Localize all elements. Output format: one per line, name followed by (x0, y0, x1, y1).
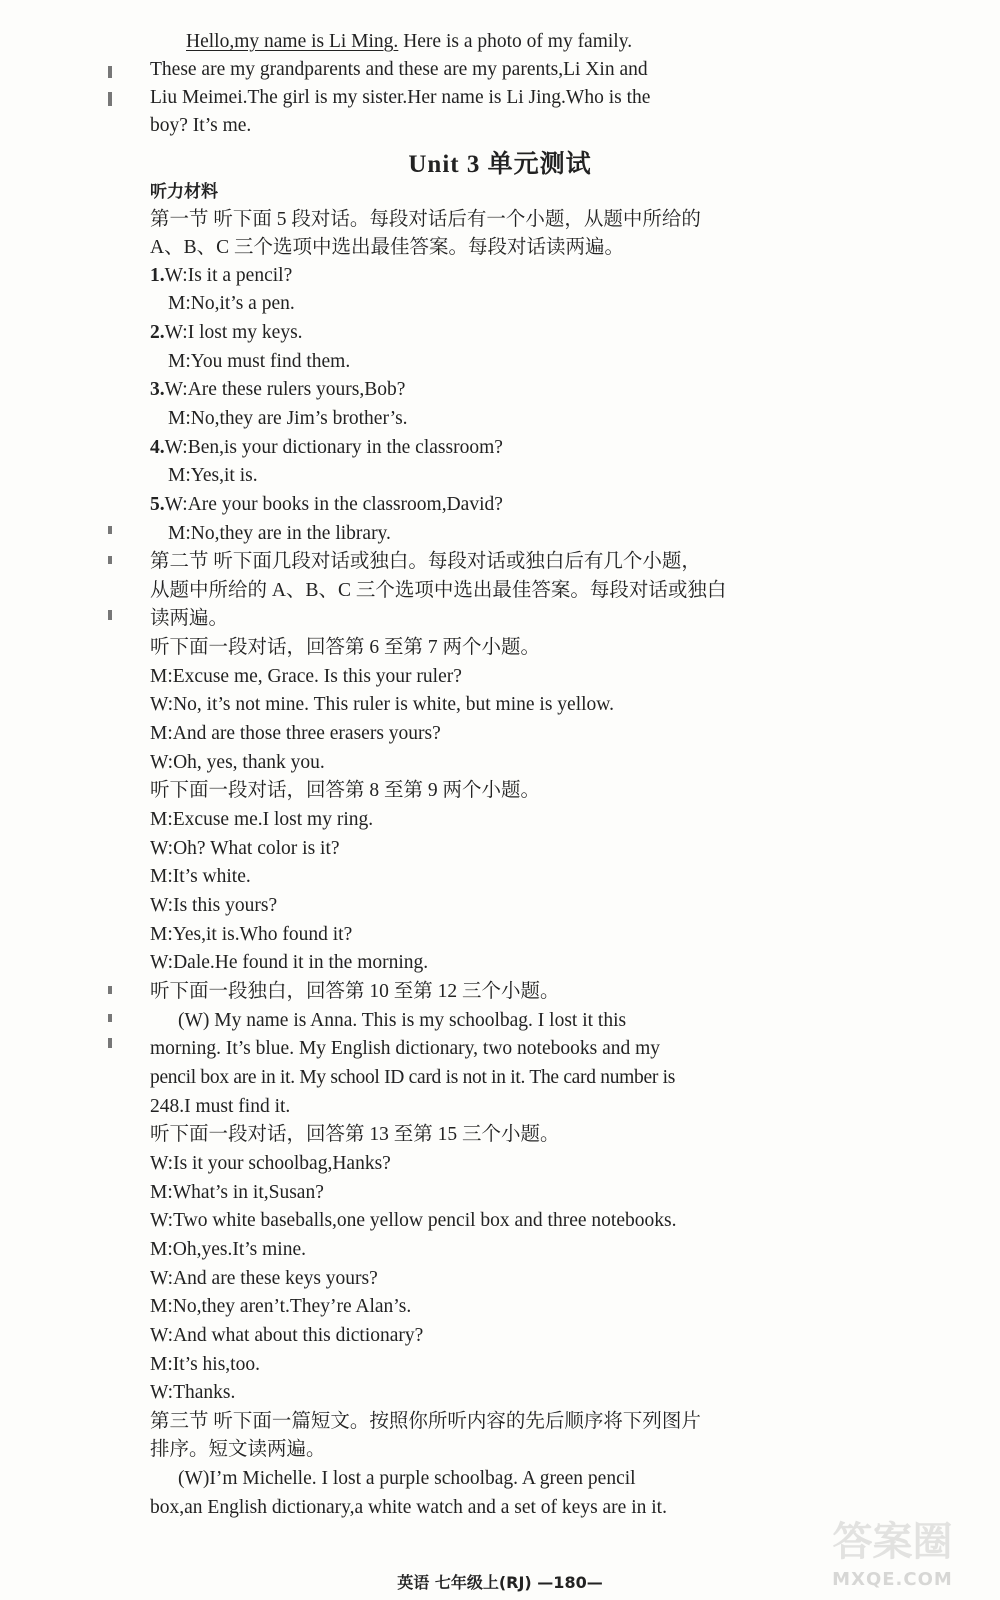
dialogue-1-line-4: W:Oh, yes, thank you. (150, 752, 325, 773)
dialogue-2-intro: 听下面一段对话，回答第 8 至第 9 两个小题。 (150, 780, 541, 801)
margin-mark (108, 986, 112, 994)
intro-line-3: Liu Meimei.The girl is my sister.Her name is Li Jing.Who is the (150, 87, 651, 108)
s3-instruction-1: 第三节 听下面一篇短文。按照你所听内容的先后顺序将下列图片 (150, 1411, 701, 1432)
q1-w-text: W:Is it a pencil? (164, 265, 293, 286)
margin-mark (108, 1014, 112, 1022)
intro-underlined: Hello,my name is Li Ming. (186, 31, 399, 52)
dialogue-3-line-2: M:What’s in it,Susan? (150, 1182, 324, 1203)
q1-w (150, 262, 790, 290)
margin-mark (108, 66, 112, 78)
margin-mark (108, 556, 112, 564)
intro-line-4: boy? It’s me. (150, 115, 252, 136)
q5-w (150, 491, 790, 519)
q5-m: M:No,they are in the library. (168, 523, 391, 544)
dialogue-3-line-6: M:No,they aren’t.They’re Alan’s. (150, 1296, 412, 1317)
q4-w-text: W:Ben,is your dictionary in the classroom? (164, 437, 503, 458)
dialogue-3-line-1: W:Is it your schoolbag,Hanks? (150, 1153, 391, 1174)
dialogue-2-line-6: W:Dale.He found it in the morning. (150, 952, 429, 973)
margin-mark (108, 92, 112, 106)
s1-instruction-2: A、B、C 三个选项中选出最佳答案。每段对话读两遍。 (150, 237, 624, 258)
margin-mark (108, 1038, 112, 1048)
watermark-logo: 答案圈 (832, 1519, 953, 1565)
monologue-line-3: pencil box are in it. My school ID card is not in it. The card number is (150, 1067, 676, 1088)
q4-w (150, 434, 790, 462)
s2-instruction-1: 第二节 听下面几段对话或独白。每段对话或独白后有几个小题， (150, 551, 701, 572)
dialogue-3-line-3: W:Two white baseballs,one yellow pencil box and three notebooks. (150, 1210, 677, 1231)
dialogue-3-intro: 听下面一段对话，回答第 13 至第 15 三个小题。 (150, 1124, 560, 1145)
dialogue-1-line-3: M:And are those three erasers yours? (150, 723, 441, 744)
intro-line-2: These are my grandparents and these are my parents,Li Xin and (150, 59, 648, 80)
s3-instruction-2: 排序。短文读两遍。 (150, 1439, 326, 1460)
s3-text-line-2: box,an English dictionary,a white watch and a set of keys are in it. (150, 1497, 667, 1518)
q1-number: 1. (150, 265, 165, 286)
q4-m: M:Yes,it is. (168, 465, 258, 486)
margin-mark (108, 610, 112, 620)
dialogue-3-line-5: W:And are these keys yours? (150, 1268, 378, 1289)
s2-instruction-2: 从题中所给的 A、B、C 三个选项中选出最佳答案。每段对话或独白 (150, 580, 727, 601)
page-footer: 英语 七年级上(RJ) —180— (397, 1573, 603, 1592)
dialogue-2-line-1: M:Excuse me.I lost my ring. (150, 809, 374, 830)
q4-number: 4. (150, 437, 165, 458)
s2-instruction-3: 读两遍。 (150, 608, 229, 629)
watermark (805, 1510, 980, 1590)
intro-line-1 (186, 28, 826, 56)
q3-w (150, 376, 790, 404)
monologue-line-4: 248.I must find it. (150, 1096, 291, 1117)
q3-number: 3. (150, 379, 165, 400)
dialogue-3-line-9: W:Thanks. (150, 1382, 236, 1403)
unit-title: Unit 3 单元测试 (408, 151, 592, 178)
dialogue-2-line-5: M:Yes,it is.Who found it? (150, 924, 353, 945)
dialogue-3-line-8: M:It’s his,too. (150, 1354, 260, 1375)
dialogue-1-line-1: M:Excuse me, Grace. Is this your ruler? (150, 666, 462, 687)
monologue-intro: 听下面一段独白，回答第 10 至第 12 三个小题。 (150, 981, 560, 1002)
dialogue-3-line-7: W:And what about this dictionary? (150, 1325, 424, 1346)
dialogue-2-line-2: W:Oh? What color is it? (150, 838, 340, 859)
monologue-line-1: (W) My name is Anna. This is my schoolbag. I lost it this (178, 1010, 627, 1031)
dialogue-2-line-3: M:It’s white. (150, 866, 251, 887)
q2-number: 2. (150, 322, 165, 343)
q5-w-text: W:Are your books in the classroom,David? (164, 494, 503, 515)
intro-rest: Here is a photo of my family. (403, 31, 633, 52)
s1-instruction-1: 第一节 听下面 5 段对话。每段对话后有一个小题，从题中所给的 (150, 209, 701, 230)
dialogue-1-intro: 听下面一段对话，回答第 6 至第 7 两个小题。 (150, 637, 541, 658)
s3-text-line-1: (W)I’m Michelle. I lost a purple schoolbag. A green pencil (178, 1468, 636, 1489)
q2-m: M:You must find them. (168, 351, 351, 372)
dialogue-1-line-2: W:No, it’s not mine. This ruler is white, but mine is yellow. (150, 694, 614, 715)
monologue-line-2: morning. It’s blue. My English dictionary, two notebooks and my (150, 1038, 661, 1059)
q3-m: M:No,they are Jim’s brother’s. (168, 408, 408, 429)
q1-m: M:No,it’s a pen. (168, 293, 295, 314)
section-heading: 听力材料 (150, 182, 218, 202)
margin-mark (108, 526, 112, 534)
q5-number: 5. (150, 494, 165, 515)
q2-w-text: W:I lost my keys. (164, 322, 303, 343)
watermark-text: MXQE.COM (832, 1569, 953, 1590)
dialogue-3-line-4: M:Oh,yes.It’s mine. (150, 1239, 306, 1260)
q2-w (150, 319, 790, 347)
dialogue-2-line-4: W:Is this yours? (150, 895, 278, 916)
q3-w-text: W:Are these rulers yours,Bob? (164, 379, 406, 400)
